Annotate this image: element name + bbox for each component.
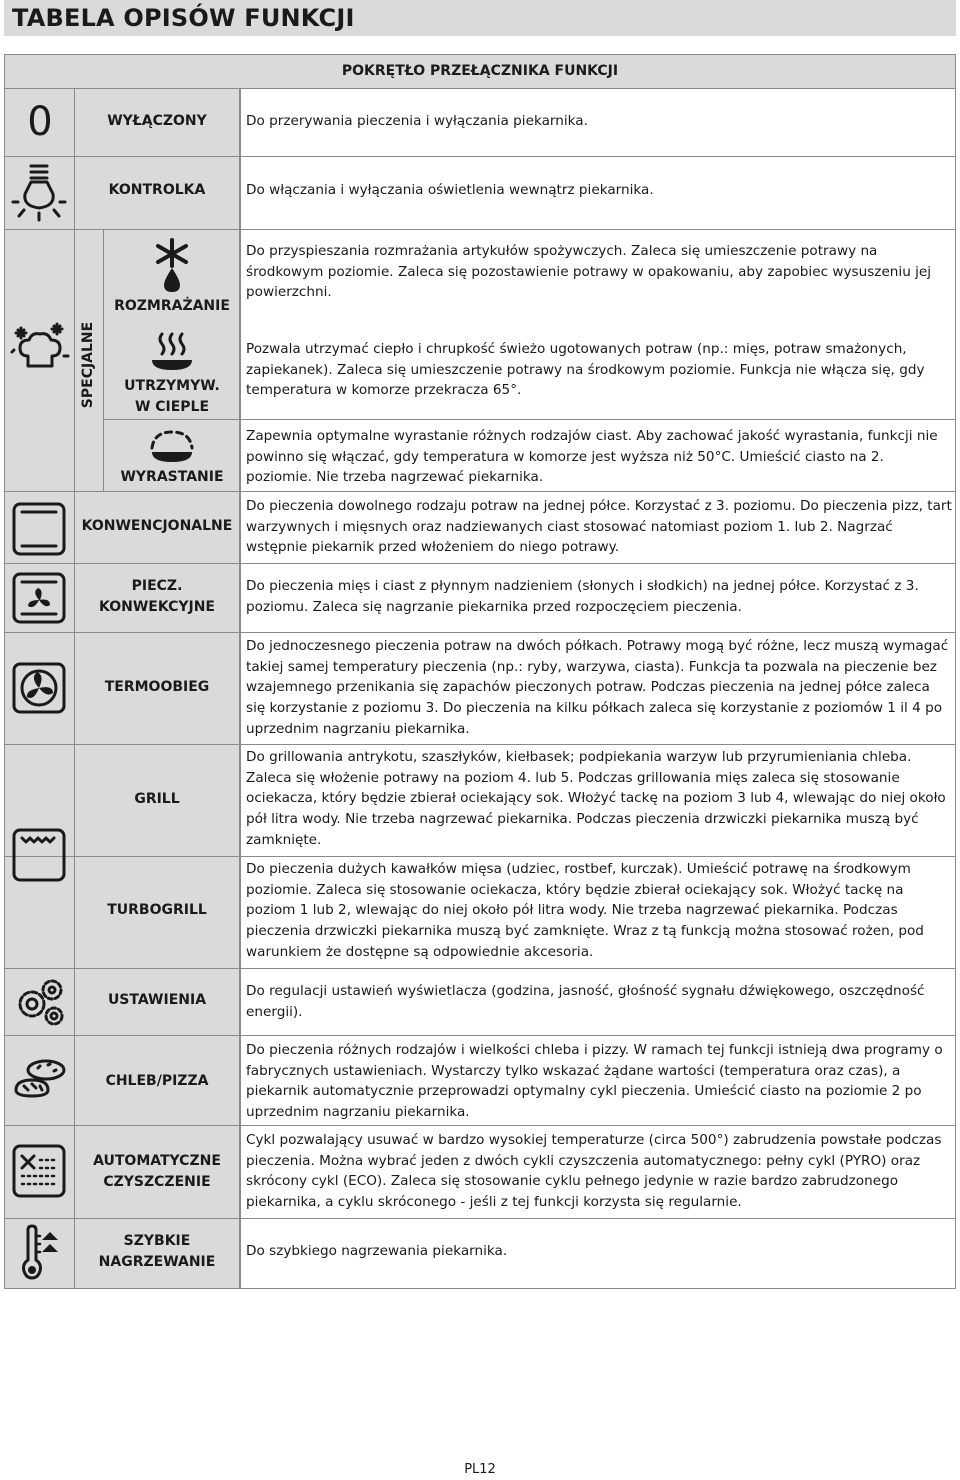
- function-name-grill: GRILL: [134, 791, 180, 807]
- function-desc-lamp: Do włączania i wyłączania oświetlenia wewnątrz piekarnika.: [246, 182, 654, 198]
- function-name-auto-clean: AUTOMATYCZNE CZYSZCZENIE: [93, 1153, 221, 1190]
- function-name-settings: USTAWIENIA: [107, 992, 207, 1008]
- row-divider: [104, 323, 956, 324]
- row-divider: [4, 156, 956, 157]
- function-desc-turbogrill: Do pieczenia dużych kawałków mięsa (udziec, rostbef, kurczak). Umieścić potrawę na środkowym poziomie. Zaleca się stosowanie ociekacza, który będzie zbierał ociekający sok. Włożyć tackę na poziom 1 lub 2, wlewając do niej około pół litra wody. Nie trzeba nagrzewać piekarnika. Podczas pieczenia drzwiczki piekarnika muszą być zamknięte. Wraz z tą funkcją można stosować rożen, pod warunkiem że dostępne są odpowiednie akcesoria.: [246, 861, 924, 960]
- function-name-fan: TERMOOBIEG: [104, 679, 210, 695]
- zero-icon: 0: [27, 99, 53, 145]
- column-divider: [240, 88, 241, 1289]
- function-desc-fast-preheat: Do szybkiego nagrzewania piekarnika.: [246, 1243, 508, 1259]
- function-desc-fan: Do jednoczesnego pieczenia potraw na dwóch półkach. Potrawy mogą być różne, lecz muszą wymagać takiej samej temperatury pieczenia (np.: ryby, warzywa, ciasta). Funkcja ta pozwala na pieczenie bez wzajemnego przenikania się zapachów pieczonych potraw. Podczas pieczenia na jednej półce zaleca się korzystanie z poziomu 3. Do pieczenia na kilku półkach zaleca się korzystanie z poziomów 1 il 4 po uprzednim nagrzaniu piekarnika.: [246, 638, 949, 737]
- function-desc-bread-pizza: Do pieczenia różnych rodzajów i wielkości chleba i pizzy. W ramach tej funkcji istnieją dwa programy o fabrycznych ustawieniach. Wystarczy tylko wskazać żądane wartości (temperatura oraz czas), a piekarnik automatycznie przeprowadzi optymalny cykl pieczenia. Umieścić ciasto na poziomie 2 po uprzednim nagrzaniu piekarnika.: [246, 1042, 943, 1121]
- row-divider: [4, 856, 956, 857]
- row-divider: [4, 744, 956, 745]
- page-title: TABELA OPISÓW FUNKCJI: [4, 0, 956, 36]
- grill-icon: [10, 826, 68, 884]
- convection-fan-icon: [10, 570, 68, 626]
- row-divider: [104, 419, 240, 420]
- auto-clean-icon: [10, 1142, 68, 1200]
- page-number: PL12: [464, 1462, 496, 1477]
- fast-preheat-icon: [14, 1224, 64, 1282]
- function-name-defrost: ROZMRAŻANIE: [114, 298, 230, 314]
- function-name-off: WYŁĄCZONY: [107, 113, 207, 129]
- keep-warm-icon: [146, 330, 198, 374]
- row-divider: [4, 968, 956, 969]
- function-desc-keep-warm: Pozwala utrzymać ciepło i chrupkość świeżo ugotowanych potraw (np.: mięs, potraw smażonych, zapiekanek). Zaleca się umieszczenie potrawy na środkowym poziomie. Funkcja nie włącza się, gdy temperatura w komorze przekracza 65°.: [246, 341, 925, 399]
- fan-icon: [10, 660, 68, 716]
- row-divider: [4, 1218, 956, 1219]
- function-name-fast-preheat: SZYBKIE NAGRZEWANIE: [98, 1233, 216, 1270]
- lamp-icon: [10, 160, 68, 224]
- rising-icon: [146, 426, 198, 466]
- function-name-lamp: KONTROLKA: [108, 182, 206, 198]
- row-divider: [4, 491, 956, 492]
- turbogrill-icon: [10, 880, 68, 938]
- defrost-icon: [146, 236, 198, 294]
- function-name-convection: PIECZ. KONWEKCYJNE: [99, 578, 215, 615]
- special-functions-icon: [10, 322, 70, 388]
- row-divider: [4, 229, 956, 230]
- row-divider: [4, 632, 956, 633]
- row-divider: [4, 1125, 956, 1126]
- function-name-conventional: KONWENCJONALNE: [81, 518, 233, 534]
- function-desc-off: Do przerywania pieczenia i wyłączania piekarnika.: [246, 113, 588, 129]
- function-desc-convection: Do pieczenia mięs i ciast z płynnym nadzieniem (słonych i słodkich) na jednej półce. Korzystać z 3. poziomu. Zaleca się nagrzanie piekarnika przed rozpoczęciem pieczenia.: [246, 578, 919, 615]
- function-desc-defrost: Do przyspieszania rozmrażania artykułów spożywczych. Zaleca się umieszczenie potrawy na środkowym poziomie. Zaleca się pozostawienie potrawy w opakowaniu, aby zapobiec wysuszeniu jej powierzchni.: [246, 243, 932, 301]
- special-group-label: SPECJALNE: [80, 321, 96, 409]
- table-header: POKRĘTŁO PRZEŁĄCZNIKA FUNKCJI: [4, 54, 956, 89]
- function-name-turbogrill: TURBOGRILL: [107, 902, 207, 918]
- row-divider: [4, 563, 956, 564]
- bread-pizza-icon: [10, 1056, 68, 1104]
- conventional-icon: [10, 500, 68, 558]
- function-name-rising: WYRASTANIE: [120, 469, 224, 485]
- function-name-keep-warm: UTRZYMYW. W CIEPLE: [124, 378, 220, 415]
- function-desc-conventional: Do pieczenia dowolnego rodzaju potraw na jednej półce. Korzystać z 3. poziomu. Do pieczenia pizz, tart warzywnych i mięsnych oraz nadziewanych ciast stosować natomiast poziom 1. lub 2. Nagrzać wstępnie piekarnik przed włożeniem do niego potrawy.: [246, 498, 952, 556]
- row-divider: [4, 1035, 956, 1036]
- function-desc-auto-clean: Cykl pozwalający usuwać w bardzo wysokiej temperaturze (circa 500°) zabrudzenia powstałe podczas pieczenia. Można wybrać jeden z dwóch cykli czyszczenia automatycznego: pełny cykl (PYRO) oraz skrócony cykl (ECO). Zaleca się stosowanie cyklu pełnego jedynie w razie bardzo zabrudzonego piekarnika, a cyklu skróconego - jeśli z tej funkcji korzysta się regularnie.: [246, 1132, 942, 1211]
- function-name-bread-pizza: CHLEB/PIZZA: [105, 1073, 209, 1089]
- row-divider: [240, 419, 956, 420]
- settings-gears-icon: [10, 974, 68, 1030]
- function-desc-settings: Do regulacji ustawień wyświetlacza (godzina, jasność, głośność sygnału dźwiękowego, oszczędność energii).: [246, 983, 925, 1020]
- function-desc-rising: Zapewnia optymalne wyrastanie różnych rodzajów ciast. Aby zachować jakość wyrastania, funkcji nie powinno się włączać, gdy temperatura w komorze jest wyższa niż 50°C. Umieścić ciasto na 2. poziomie. Nie trzeba nagrzewać piekarnika.: [246, 428, 938, 486]
- function-desc-grill: Do grillowania antrykotu, szaszłyków, kiełbasek; podpiekania warzyw lub przyrumieniania chleba. Zaleca się włożenie potrawy na poziom 4. lub 5. Podczas grillowania mięs zaleca się stosowanie ociekacza, który będzie zbierał ociekający sok. Włożyć tackę na poziom 3 lub 4, wlewając do niej około pół litra wody. Nie trzeba nagrzewać piekarnika. Podczas pieczenia drzwiczki piekarnika muszą być zamknięte.: [246, 749, 946, 848]
